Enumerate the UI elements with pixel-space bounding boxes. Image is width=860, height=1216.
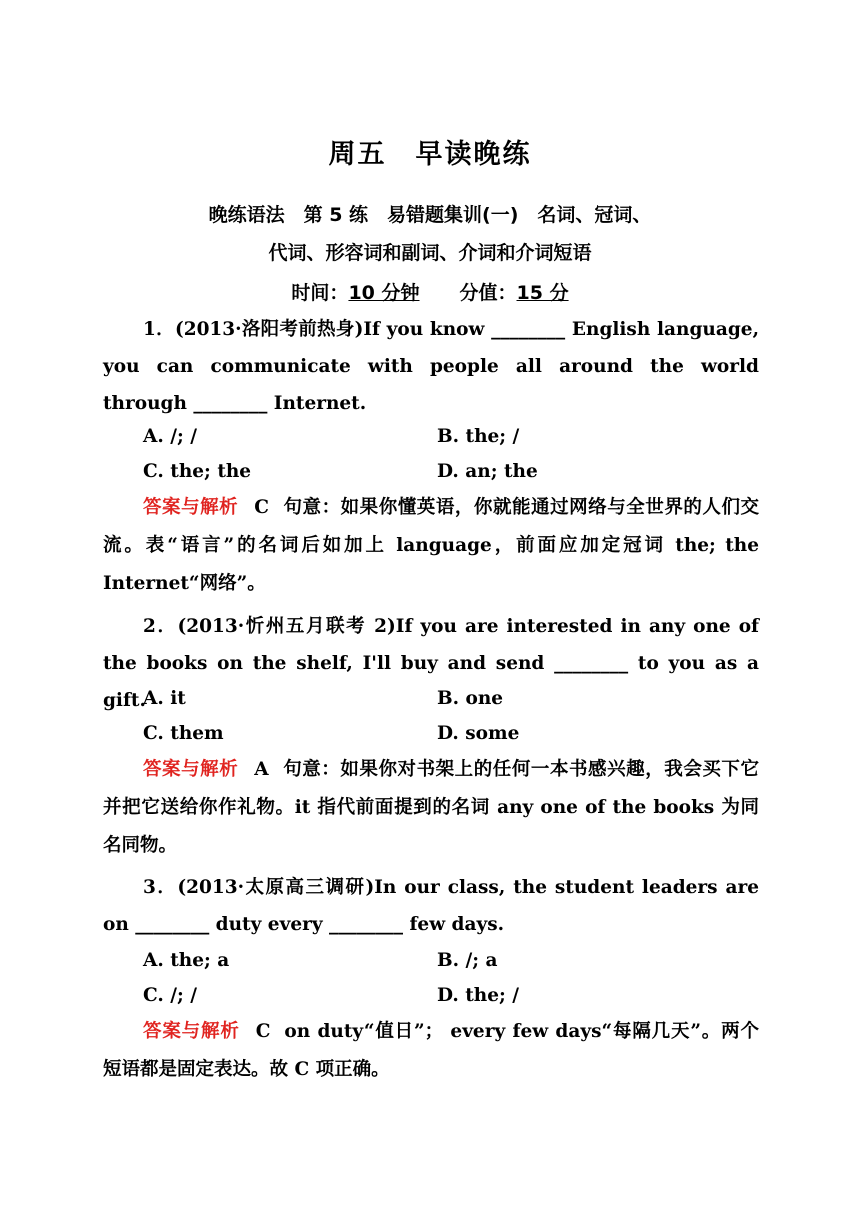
question-source: (2013·洛阳考前热身) xyxy=(174,319,364,340)
option-d: D. some xyxy=(437,723,520,744)
answer-key: C xyxy=(254,497,269,518)
option-c: C. the; the xyxy=(143,461,252,482)
question-stem xyxy=(103,311,759,422)
answer-1 xyxy=(103,489,759,603)
option-b: B. one xyxy=(437,688,504,709)
question-number: 1． xyxy=(143,319,175,340)
time-score-line xyxy=(0,278,860,305)
score-value: 15 分 xyxy=(516,282,569,304)
question-source: (2013·忻州五月联考 2) xyxy=(177,616,396,637)
option-a: A. it xyxy=(143,688,186,709)
option-c: C. /; / xyxy=(143,985,198,1006)
question-text: In our class, the student leaders are on ________ duty every ________ few days. xyxy=(103,877,760,935)
answer-explanation: 句意：如果你懂英语，你就能通过网络与全世界的人们交流。表“语言”的名词后如加上 language，前面应加定冠词 the; the Internet“网络”。 xyxy=(103,497,759,594)
answer-label: 答案与解析 xyxy=(143,497,239,518)
question-text: If you are interested in any one of the books on the shelf, I'll buy and send ________ to you as a gift. xyxy=(103,616,760,711)
answer-label: 答案与解析 xyxy=(143,1021,240,1042)
option-b: B. the; / xyxy=(437,426,520,447)
option-d: D. the; / xyxy=(437,985,520,1006)
option-b: B. /; a xyxy=(437,950,498,971)
question-text: If you know ________ English language, you can communicate with people all around the world through ________ Internet. xyxy=(103,319,760,414)
subtitle-line-2: 代词、形容词和副词、介词和介词短语 xyxy=(268,242,592,264)
question-number: 2． xyxy=(143,616,178,637)
answer-explanation: on duty“值日”； every few days“每隔几天”。两个短语都是固定表达。故 C 项正确。 xyxy=(103,1021,759,1080)
option-c: C. them xyxy=(143,723,224,744)
subtitle-line-1: 晚练语法 第 5 练 易错题集训(一) 名词、冠词、 xyxy=(208,204,652,226)
answer-key: A xyxy=(254,759,269,780)
time-label: 时间： xyxy=(291,282,349,304)
question-1-options xyxy=(143,419,763,489)
answer-3 xyxy=(103,1013,759,1089)
question-3 xyxy=(103,869,759,943)
option-a: A. /; / xyxy=(143,426,198,447)
question-number: 3． xyxy=(143,877,178,898)
time-value: 10 分钟 xyxy=(348,282,420,304)
question-3-options xyxy=(143,943,763,1013)
question-source: (2013·太原高三调研) xyxy=(177,877,375,898)
score-label: 分值： xyxy=(459,282,517,304)
answer-key: C xyxy=(255,1021,271,1042)
option-a: A. the; a xyxy=(143,950,230,971)
answer-label: 答案与解析 xyxy=(143,759,239,780)
question-stem xyxy=(103,869,759,943)
question-2-options xyxy=(143,681,763,751)
page-title: 周五 早读晚练 xyxy=(328,139,532,170)
answer-2 xyxy=(103,751,759,865)
option-d: D. an; the xyxy=(437,461,538,482)
answer-explanation: 句意：如果你对书架上的任何一本书感兴趣，我会买下它并把它送给你作礼物。it 指代前面提到的名词 any one of the books 为同名同物。 xyxy=(103,759,759,856)
question-1 xyxy=(103,311,759,422)
